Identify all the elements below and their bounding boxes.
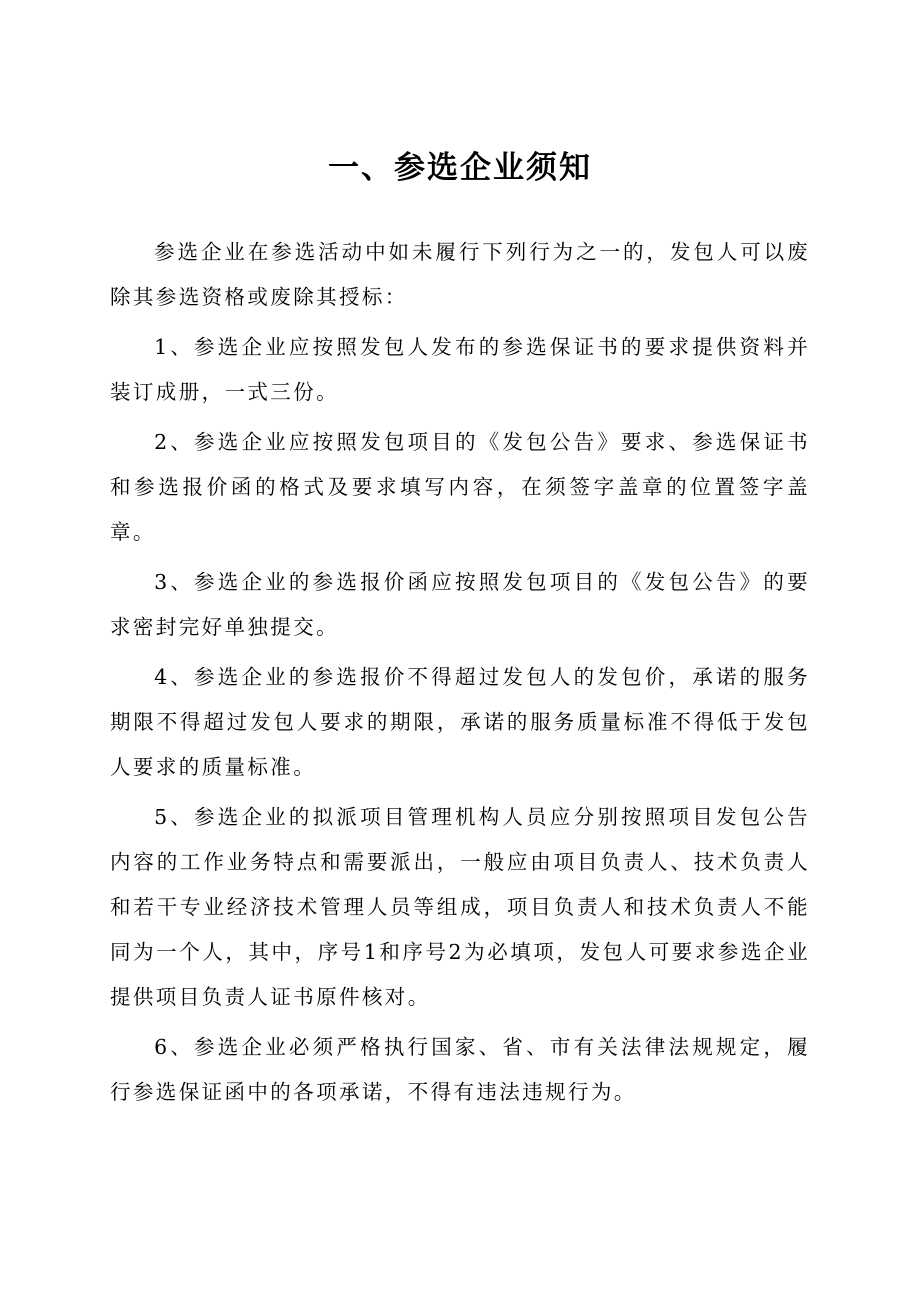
document-body	[110, 230, 810, 1120]
rule-paragraph-3: 3、参选企业的参选报价函应按照发包项目的《发包公告》的要求密封完好单独提交。	[110, 570, 810, 639]
rule-paragraph-5: 5、参选企业的拟派项目管理机构人员应分别按照项目发包公告内容的工作业务特点和需要派出，一般应由项目负责人、技术负责人和若干专业经济技术管理人员等组成，项目负责人和技术负责人不能同为一个人，其中，序号1和序号2为必填项，发包人可要求参选企业提供项目负责人证书原件核对。	[110, 805, 810, 1009]
rule-paragraph-1: 1、参选企业应按照发包人发布的参选保证书的要求提供资料并装订成册，一式三份。	[110, 335, 810, 404]
intro-paragraph: 参选企业在参选活动中如未履行下列行为之一的，发包人可以废除其参选资格或废除其授标：	[110, 240, 810, 309]
rule-paragraph-4: 4、参选企业的参选报价不得超过发包人的发包价，承诺的服务期限不得超过发包人要求的期限，承诺的服务质量标准不得低于发包人要求的质量标准。	[110, 665, 810, 779]
page-title: 一、参选企业须知	[328, 150, 592, 186]
rule-paragraph-2: 2、参选企业应按照发包项目的《发包公告》要求、参选保证书和参选报价函的格式及要求填写内容，在须签字盖章的位置签字盖章。	[110, 430, 810, 544]
rule-paragraph-6: 6、参选企业必须严格执行国家、省、市有关法律法规规定，履行参选保证函中的各项承诺，不得有违法违规行为。	[110, 1035, 810, 1104]
